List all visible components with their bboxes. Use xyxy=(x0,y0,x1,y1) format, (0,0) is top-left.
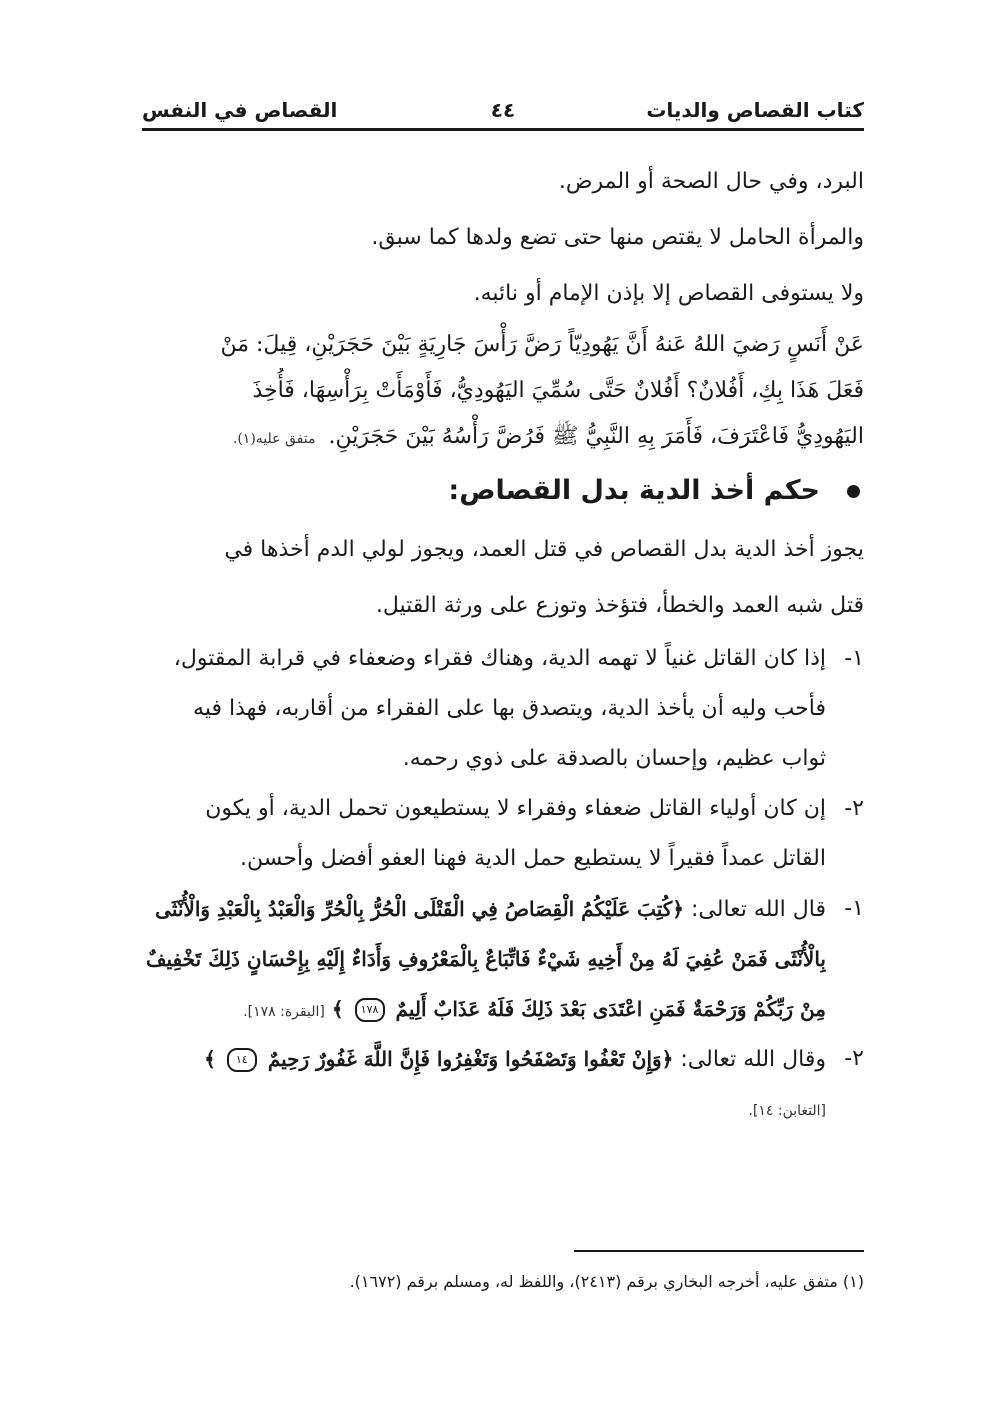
verse-line xyxy=(142,984,826,1034)
footnote-divider xyxy=(574,1250,864,1252)
item-line: القاتل عمداً فقيراً لا يستطيع حمل الدية فهنا العفو أفضل وأحسن. xyxy=(240,846,826,871)
list-item xyxy=(142,634,864,784)
item-line: إذا كان القاتل غنياً لا تهمه الدية، وهناك فقراء وضعفاء في قرابة المقتول، xyxy=(173,646,826,671)
hadith-line: عَنْ أَنَسٍ رَضيَ اللهُ عَنهُ أَنَّ يَهُودِيّاً رَضَّ رَأْسَ جَارِيَةٍ بَيْنَ حَجَرَيْنِ، قِيلَ: مَنْ xyxy=(220,332,864,357)
verse-reference: [البقرة: ١٧٨]. xyxy=(243,1004,325,1020)
paragraph: والمرأة الحامل لا يقتص منها حتى تضع ولدها كما سبق. xyxy=(371,225,864,250)
item-number: ٢- xyxy=(844,796,864,821)
intro-line: يجوز أخذ الدية بدل القصاص في قتل العمد، ويجوز لولي الدم أخذها في xyxy=(224,537,864,562)
ayah-number-icon: ١٤ xyxy=(227,1048,257,1072)
page-number: ٤٤ xyxy=(490,98,516,122)
bullet-icon xyxy=(847,485,860,498)
footnote: (١) متفق عليه، أخرجه البخاري برقم (٢٤١٣)، واللفظ له، ومسلم برقم (١٦٧٢). xyxy=(349,1272,864,1291)
verse-line xyxy=(142,1034,826,1084)
section-heading: حكم أخذ الدية بدل القصاص: xyxy=(142,460,864,522)
header-divider xyxy=(142,128,864,131)
item-number: ١- xyxy=(844,896,864,921)
book-title: كتاب القصاص والديات xyxy=(646,98,864,122)
verse-intro: قال الله تعالى: xyxy=(691,897,826,922)
item-number: ٢- xyxy=(844,1046,864,1071)
hadith-text: اليَهُودِيُّ فَاعْتَرَفَ، فَأَمَرَ بِهِ النَّبِيُّ ﷺ فَرُضَّ رَأْسُهُ بَيْنَ حَجَرَيْنِ. xyxy=(328,424,864,449)
hadith-line xyxy=(142,414,864,460)
verse-item xyxy=(142,1034,864,1134)
verse-text: ﴿وَإِنْ تَعْفُوا وَتَصْفَحُوا وَتَغْفِرُوا فَإِنَّ اللَّهَ غَفُورٌ رَحِيمٌ xyxy=(267,1047,674,1071)
item-number: ١- xyxy=(844,646,864,671)
verse-text: مِنْ رَبِّكُمْ وَرَحْمَةٌ فَمَنِ اعْتَدَى بَعْدَ ذَلِكَ فَلَهُ عَذَابٌ أَلِيمٌ xyxy=(395,997,826,1021)
item-line: ثواب عظيم، وإحسان بالصدقة على ذوي رحمه. xyxy=(402,746,826,771)
page-body xyxy=(142,154,864,1134)
hadith-line: فَعَلَ هَذَا بِكِ، أَفُلانٌ؟ أَفُلانٌ حَتَّى سُمِّيَ اليَهُودِيُّ، فَأَوْمَأَتْ بِرَأْسِهَا، فَأُخِذَ xyxy=(252,378,864,403)
list-item xyxy=(142,784,864,884)
verse-reference: [التغابن: ١٤]. xyxy=(748,1103,826,1119)
verse-line: بِالْأُنْثَى فَمَنْ عُفِيَ لَهُ مِنْ أَخِيهِ شَيْءٌ فَاتِّبَاعٌ بِالْمَعْرُوفِ وَأَدَاءٌ إِلَيْهِ بِإِحْسَانٍ ذَلِكَ تَخْفِيفٌ xyxy=(145,947,826,971)
paragraph: البرد، وفي حال الصحة أو المرض. xyxy=(558,169,864,194)
verse-intro: وقال الله تعالى: xyxy=(680,1047,826,1072)
item-line: إن كان أولياء القاتل ضعفاء وفقراء لا يستطيعون تحمل الدية، أو يكون xyxy=(205,796,826,821)
ayah-number-icon: ١٧٨ xyxy=(355,998,385,1022)
verse-text: ﴿كُتِبَ عَلَيْكُمُ الْقِصَاصُ فِي الْقَتْلَى الْحُرُّ بِالْحُرِّ وَالْعَبْدُ بِالْعَبْدِ وَالْأُنْثَى xyxy=(155,897,685,921)
verse-close: ﴾ xyxy=(331,997,344,1021)
hadith-block xyxy=(142,322,864,460)
page-header xyxy=(142,92,864,126)
intro-line: قتل شبه العمد والخطأ، فتؤخذ وتوزع على ورثة القتيل. xyxy=(375,593,864,618)
item-line: فأحب وليه أن يأخذ الدية، ويتصدق بها على الفقراء من أقاربه، فهذا فيه xyxy=(193,696,826,721)
verse-close: ﴾ xyxy=(204,1047,216,1071)
verse-line xyxy=(142,1084,826,1134)
chapter-title: القصاص في النفس xyxy=(142,98,338,122)
hadith-source: متفق عليه(١). xyxy=(232,431,316,447)
paragraph: ولا يستوفى القصاص إلا بإذن الإمام أو نائبه. xyxy=(473,281,864,306)
verse-line xyxy=(142,884,826,934)
verse-item xyxy=(142,884,864,1034)
